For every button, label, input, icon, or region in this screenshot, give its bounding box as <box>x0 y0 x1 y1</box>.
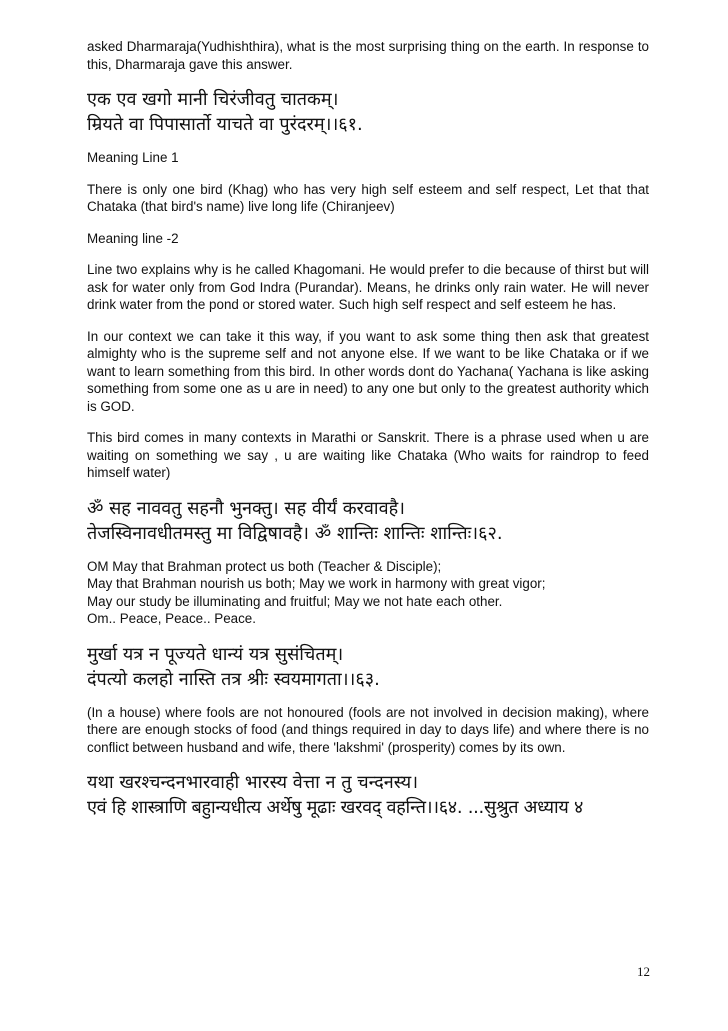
page-number: 12 <box>637 964 650 979</box>
sanskrit-verse-63 <box>87 642 649 692</box>
translation-line: May our study be illuminating and fruitful; May we not hate each other. <box>87 593 503 609</box>
page-body <box>87 38 649 832</box>
meaning-paragraph-2: Line two explains why is he called Khagomani. He would prefer to die because of thirst but will ask for water only from God Indra (Purandar). Means, he drinks only rain water. He will never drink water from the pond or stored water. Such high self respect and self esteem he has. <box>87 262 649 312</box>
sanskrit-verse-62 <box>87 496 649 546</box>
context-paragraph: In our context we can take it this way, if you want to ask some thing then ask that greatest almighty who is the supreme self and not anyone else. If we want to be like Chataka or if we want to learn something from this bird. In other words dont do Yachana( Yachana is like asking something from some one as u are in need) to any one but only to the greatest authority which is GOD. <box>87 328 649 414</box>
verse-line: म्रियते वा पिपासार्तो याचते वा पुरंदरम्।।६१. <box>87 114 363 135</box>
verse-line: ॐ सह नाववतु सहनौ भुनक्तु। सह वीर्यं करवावहै। <box>87 497 405 519</box>
verse-line: दंपत्यो कलहो नास्ति तत्र श्रीः स्वयमागता।।६३. <box>87 668 380 690</box>
sanskrit-verse-64 <box>87 770 649 820</box>
chataka-paragraph: This bird comes in many contexts in Marathi or Sanskrit. There is a phrase used when u are waiting on something we say , u are waiting like Chataka (Who waits for raindrop to feed himself water) <box>87 430 649 480</box>
verse-line: मुर्खा यत्र न पूज्यते धान्यं यत्र सुसंचितम्। <box>87 643 344 665</box>
sanskrit-verse-61 <box>87 87 649 137</box>
verse-line: एक एव खगो मानी चिरंजीवतु चातकम्। <box>87 89 339 110</box>
translation-line: Om.. Peace, Peace.. Peace. <box>87 611 256 626</box>
verse-line: तेजस्विनावधीतमस्तु मा विद्विषावहै। ॐ शान्तिः शान्तिः शान्तिः।६२. <box>87 522 503 544</box>
meaning-paragraph-1: There is only one bird (Khag) who has very high self esteem and self respect, Let that that Chataka (that bird's name) live long life (Chiranjeev) <box>87 181 649 214</box>
meaning-heading-1: Meaning Line 1 <box>87 150 179 165</box>
meaning-heading-2: Meaning line -2 <box>87 230 179 246</box>
translation-line: May that Brahman nourish us both; May we work in harmony with great vigor; <box>87 576 546 591</box>
verse-line: एवं हि शास्त्राणि बहुान्यधीत्य अर्थेषु मूढाः खरवद् वहन्ति।।६४. ...सुश्रुत अध्याय ४ <box>87 797 583 818</box>
om-translation <box>87 558 649 628</box>
verse-63-meaning: (In a house) where fools are not honoured (fools are not involved in decision making), where there are enough stocks of food (and things required in day to days life) and where there is no conflict between husband and wife, there 'lakshmi' (prosperity) comes by its own. <box>87 704 649 755</box>
translation-line: OM May that Brahman protect us both (Teacher & Disciple); <box>87 558 442 574</box>
verse-line: यथा खरश्चन्दनभारवाही भारस्य वेत्ता न तु चन्दनस्य। <box>87 772 419 793</box>
intro-paragraph: asked Dharmaraja(Yudhishthira), what is the most surprising thing on the earth. In response to this, Dharmaraja gave this answer. <box>87 39 649 72</box>
